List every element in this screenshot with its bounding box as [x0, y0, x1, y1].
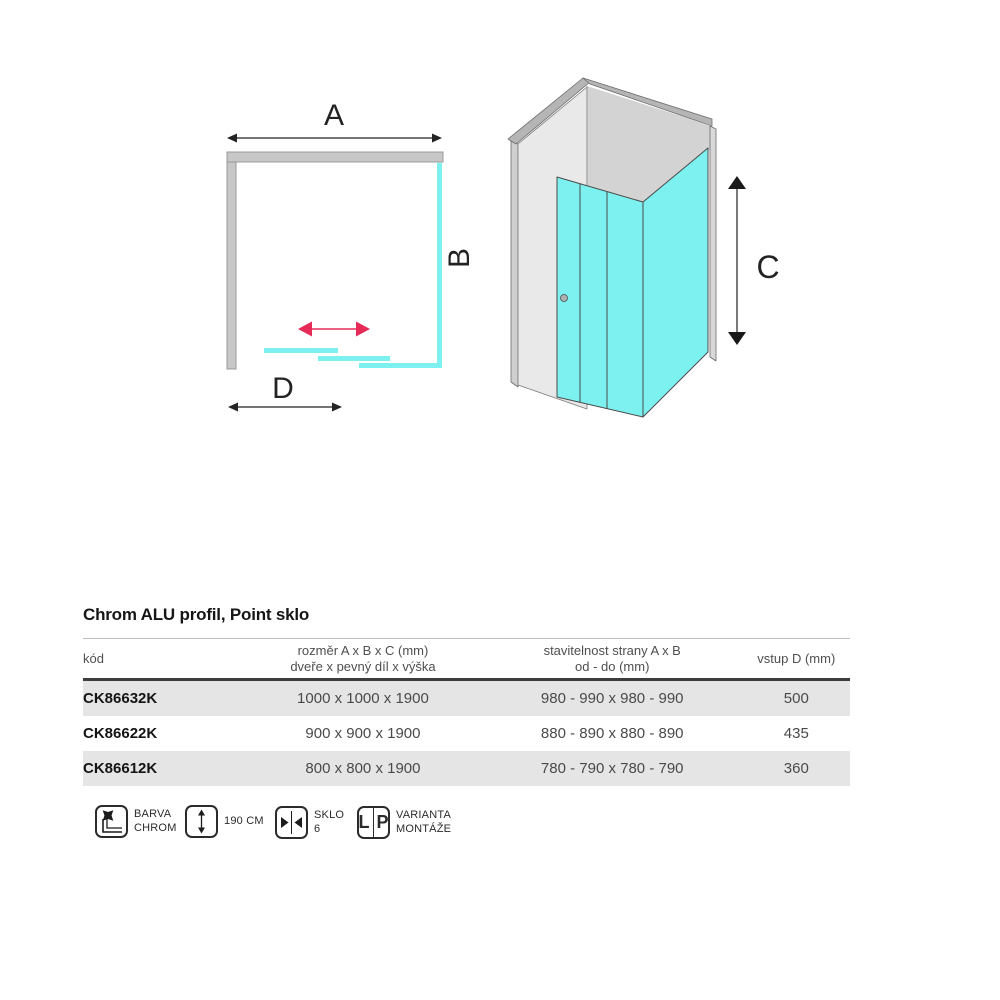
product-dimensions: 900 x 900 x 1900 [305, 725, 421, 742]
badge-mounting-variant [357, 806, 451, 839]
arrowhead-left-icon [227, 134, 237, 143]
product-code: CK86632K [83, 690, 158, 707]
table-row [83, 681, 850, 716]
sliding-panel-3 [359, 363, 442, 368]
badge-label: BARVA CHROM [134, 808, 177, 834]
product-entry: 500 [783, 690, 809, 707]
spec-table-section [83, 605, 850, 786]
glass-thickness-icon [275, 806, 308, 839]
left-wall-edge [511, 141, 518, 387]
header-code: kód [83, 651, 104, 666]
height-arrow-icon [185, 805, 218, 838]
top-wall-profile [227, 152, 443, 162]
arrowhead-down-icon [728, 332, 746, 345]
section-title: Chrom ALU profil, Point sklo [83, 605, 310, 624]
table-header-row [83, 638, 850, 681]
product-dimensions: 800 x 800 x 1900 [305, 760, 421, 777]
product-entry: 360 [783, 760, 809, 777]
dimension-b-label: B [443, 247, 476, 269]
product-code: CK86622K [83, 725, 158, 742]
table-row [83, 751, 850, 786]
header-adjustability: stavitelnost strany A x B od - do (mm) [543, 643, 681, 674]
badge-height [185, 805, 264, 838]
sliding-panel-2 [318, 356, 390, 361]
dimension-d-label: D [272, 372, 294, 405]
header-entry: vstup D (mm) [757, 651, 836, 666]
table-row [83, 716, 850, 751]
badge-label: SKLO 6 [314, 809, 345, 835]
product-adjustability: 780 - 790 x 780 - 790 [540, 760, 684, 777]
sliding-panel-1 [264, 348, 338, 353]
badge-label: 190 CM [224, 814, 264, 827]
product-adjustability: 980 - 990 x 980 - 990 [540, 690, 684, 707]
dimension-c-label: C [756, 249, 780, 285]
arrowhead-right-icon [432, 134, 442, 143]
slide-direction-arrow-icon [298, 322, 370, 337]
fixed-glass-side-b [437, 163, 442, 364]
badge-color-chrome [95, 805, 177, 838]
badge-glass-thickness [275, 806, 344, 839]
arrowhead-up-icon [728, 176, 746, 189]
product-dimensions: 1000 x 1000 x 1900 [297, 690, 429, 707]
product-entry: 435 [783, 725, 809, 742]
product-code: CK86612K [83, 760, 158, 777]
right-profile-post [710, 126, 716, 361]
door-handle-knob [561, 295, 568, 302]
badge-label: VARIANTA MONTÁŽE [396, 809, 452, 835]
arrowhead-right-icon [332, 403, 342, 412]
arrowhead-left-icon [228, 403, 238, 412]
sliding-door-glass [557, 177, 643, 417]
left-wall-profile [227, 152, 236, 369]
chrome-color-icon [95, 805, 128, 838]
plan-view-diagram [227, 99, 476, 412]
header-dimensions: rozměr A x B x C (mm) dveře x pevný díl x výška [290, 643, 436, 674]
product-adjustability: 880 - 890 x 880 - 890 [540, 725, 684, 742]
isometric-view-diagram [508, 78, 780, 417]
lp-variant-icon: L P [357, 806, 390, 839]
dimension-a-label: A [323, 99, 345, 132]
